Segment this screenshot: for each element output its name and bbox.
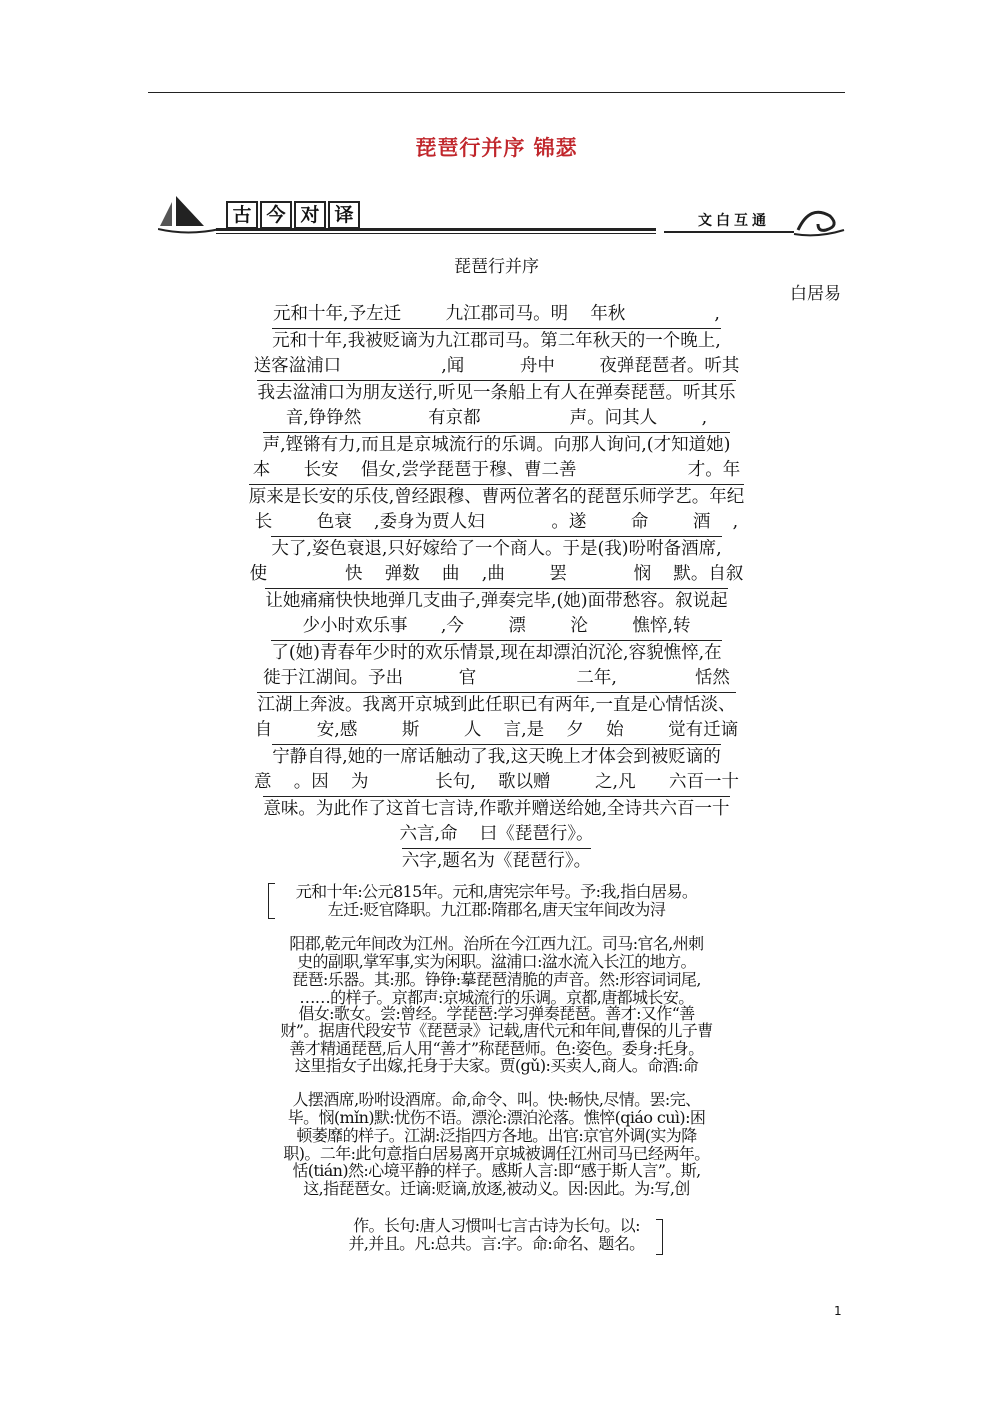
translation-line (0, 588, 993, 614)
note-line: 作。长句:唐人习惯叫七言古诗为长句。以: (353, 1216, 640, 1235)
translation-text: 大了,姿色衰退,只好嫁给了一个商人。于是(我)吩咐备酒席, (271, 536, 721, 561)
translation-line (0, 536, 993, 562)
classical-line: 六言,命 曰《琵琶行》。 (399, 824, 594, 844)
translation-text: 意味。为此作了这首七言诗,作歌并赠送给她,全诗共六百一十 (263, 796, 729, 821)
translation-text: 让她痛痛快快地弹几支曲子,弹奏完毕,(她)面带愁容。叙说起 (265, 588, 727, 613)
translation-text: 原来是长安的乐伎,曾经跟穆、曹两位著名的琵琶乐师学艺。年纪 (249, 484, 745, 509)
classical-line: 长 色衰 ,委身为贾人妇 。遂 命 酒 , (254, 512, 739, 532)
banner-subtitle: 文白互通 (698, 213, 770, 229)
classical-line: 使 快 弹数 曲 ,曲 罢 悯 默。自叙 (249, 564, 744, 584)
note-line: 并,并且。凡:总共。言:字。命:命名、题名。 (348, 1234, 645, 1253)
note-line: 毕。悯(mǐn)默:忧伤不语。漂沦:漂泊沦落。憔悴(qiáo cuì):困 (287, 1108, 706, 1127)
banner-char-4: 译 (328, 201, 360, 229)
classical-line: 少小时欢乐事 ,今 漂 沦 憔悴,转 (302, 616, 691, 636)
classical-line: 自 安,感 斯 人 言,是 夕 始 觉有迁谪 (254, 720, 739, 740)
translation-line (0, 848, 993, 874)
translation-text: 元和十年,我被贬谪为九江郡司马。第二年秋天的一个晚上, (272, 328, 721, 353)
note-line: 元和十年:公元815年。元和,唐宪宗年号。予:我,指白居易。 (295, 882, 698, 901)
translation-text: 宁静自得,她的一席话触动了我,这天晚上才体会到被贬谪的 (272, 744, 721, 769)
translation-line (0, 744, 993, 770)
note-line: 职)。二年:此句意指白居易离开京城被调任江州司马已经两年。 (283, 1144, 710, 1163)
classical-line: 元和十年,予左迁 九江郡司马。明 年秋 , (273, 304, 720, 324)
translation-text: 声,铿锵有力,而且是京城流行的乐调。向那人询问,(才知道她) (263, 432, 731, 457)
banner-char-2: 今 (260, 201, 292, 229)
classical-line: 音,铮铮然 有京都 声。问其人 , (285, 408, 708, 428)
translation-line (0, 484, 993, 510)
section-banner (158, 186, 848, 238)
translation-line (0, 796, 993, 822)
poem-author: 白居易 (790, 284, 841, 304)
translation-text: 我去湓浦口为朋友送行,听见一条船上有人在弹奏琵琶。听其乐 (257, 380, 735, 405)
note-line: 阳郡,乾元年间改为江州。治所在今江西九江。司马:官名,州刺 (289, 934, 704, 953)
note-line: 恬(tián)然:心境平静的样子。感斯人言:即“感于斯人言”。斯, (292, 1161, 701, 1180)
translation-text: 六字,题名为《琵琶行》。 (402, 848, 591, 873)
classical-line: 意 。因 为 长句, 歌以赠 之,凡 六百一十 (253, 772, 739, 792)
poem-title: 琵琶行并序 (454, 257, 539, 277)
classical-line: 徙于江湖间。予出 官 二年, 恬然 (263, 668, 730, 688)
classical-line: 送客湓浦口 ,闻 舟中 夜弹琵琶者。听其 (253, 356, 740, 376)
note-line: ……的样子。京都声:京城流行的乐调。京都,唐都城长安。 (299, 988, 694, 1007)
translation-line (0, 640, 993, 666)
note-line: 善才精通琵琶,后人用“善才”称琵琶师。色:姿色。委身:托身。 (289, 1039, 704, 1058)
translation-line (0, 328, 993, 354)
note-line: 史的副职,掌军事,实为闲职。湓浦口:湓水流入长江的地方。 (297, 952, 696, 971)
translation-line (0, 692, 993, 718)
translation-text: 江湖上奔波。我离开京城到此任职已有两年,一直是心情恬淡、 (257, 692, 735, 717)
note-line: 人摆酒席,吩咐设酒席。命,命令、叫。快:畅快,尽情。罢:完、 (292, 1090, 701, 1109)
translation-line (0, 432, 993, 458)
page-number: 1 (834, 1304, 842, 1318)
header-rule (148, 92, 845, 93)
banner-char-1: 古 (226, 201, 258, 229)
note-line: 倡女:歌女。尝:曾经。学琵琶:学习弹奏琵琶。善才:又作“善 (298, 1004, 695, 1023)
translation-text: 了(她)青春年少时的欢乐情景,现在却漂泊沉沦,容貌憔悴,在 (271, 640, 721, 665)
page-title: 琵琶行并序 锦瑟 (415, 135, 578, 160)
banner-char-3: 对 (294, 201, 326, 229)
translation-line (0, 380, 993, 406)
notes-bracket-close (656, 1219, 663, 1255)
note-line: 这,指琵琶女。迁谪:贬谪,放逐,被动义。因:因此。为:写,创 (303, 1179, 690, 1198)
note-line: 财”。据唐代段安节《琵琶录》记载,唐代元和年间,曹保的儿子曹 (280, 1021, 713, 1040)
note-line: 琵琶:乐器。其:那。铮铮:摹琵琶清脆的声音。然:形容词词尾, (292, 970, 701, 989)
classical-line: 本 长安 倡女,尝学琵琶于穆、曹二善 才。年 (252, 460, 741, 480)
note-line: 这里指女子出嫁,托身于夫家。贾(gǔ):买卖人,商人。命酒:命 (294, 1056, 699, 1075)
note-line: 顿萎靡的样子。江湖:泛指四方各地。出官:京官外调(实为降 (296, 1126, 697, 1145)
note-line: 左迁:贬官降职。九江郡:隋郡名,唐天宝年间改为浔 (327, 900, 666, 919)
